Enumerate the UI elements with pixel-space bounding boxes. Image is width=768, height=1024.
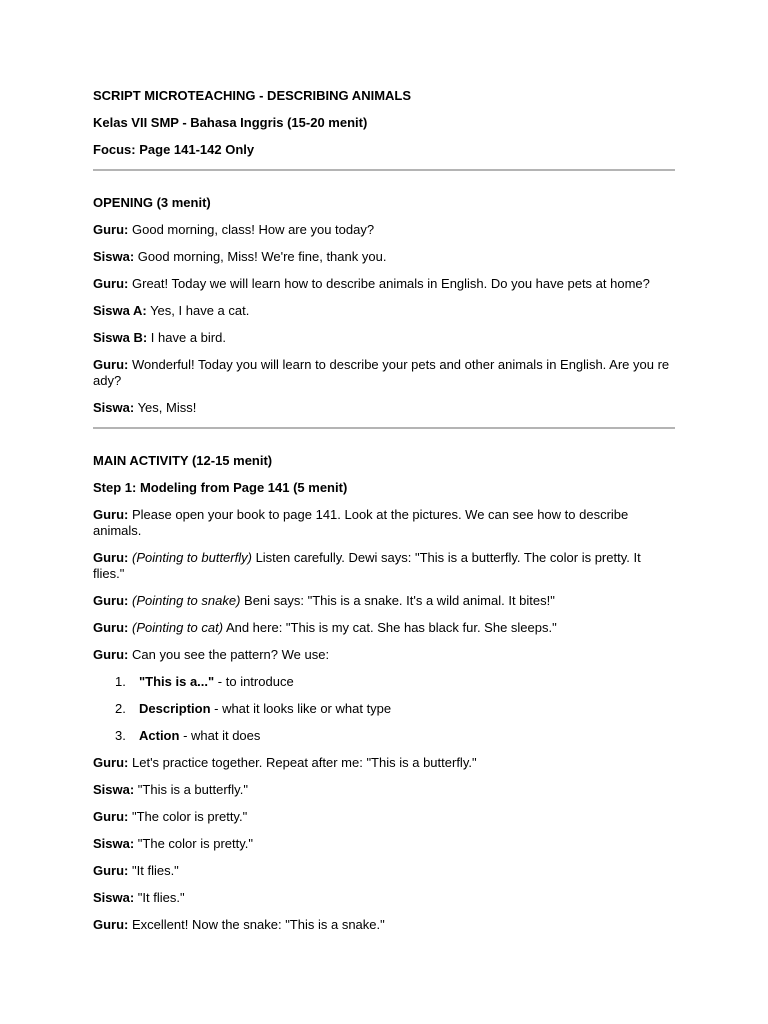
dialogue-line — [93, 400, 675, 416]
speaker-label: Guru: — [93, 507, 129, 522]
dialogue-line — [93, 890, 675, 906]
speaker-label: Guru: — [93, 620, 129, 635]
dialogue-line — [93, 917, 675, 933]
dialogue-text: "It flies." — [134, 890, 185, 905]
dialogue-text: I have a bird. — [147, 330, 226, 345]
dialogue-text: Excellent! Now the snake: "This is a snake." — [128, 917, 385, 932]
stage-direction: (Pointing to butterfly) — [128, 550, 252, 565]
speaker-label: Siswa: — [93, 782, 135, 797]
dialogue-text: Beni says: "This is a snake. It's a wild animal. It bites!" — [240, 593, 555, 608]
dialogue-text: Wonderful! Today you will learn to describe your pets and other animals in English. Are you re ady? — [93, 357, 670, 388]
speaker-label: Guru: — [93, 593, 129, 608]
speaker-label: Siswa B: — [93, 330, 148, 345]
list-term: "This is a..." — [139, 674, 215, 689]
dialogue-line — [93, 863, 675, 879]
dialogue-line — [93, 809, 675, 825]
speaker-label: Siswa: — [93, 836, 135, 851]
speaker-label: Siswa: — [93, 249, 135, 264]
speaker-label: Siswa: — [93, 890, 135, 905]
speaker-label: Guru: — [93, 550, 129, 565]
list-term: Action — [139, 728, 180, 743]
document-page — [93, 88, 675, 944]
speaker-label: Guru: — [93, 647, 129, 662]
dialogue-line — [93, 550, 675, 582]
dialogue-text: "The color is pretty." — [128, 809, 248, 824]
dialogue-line — [93, 782, 675, 798]
dialogue-text: Good morning, class! How are you today? — [128, 222, 375, 237]
dialogue-line — [93, 593, 675, 609]
dialogue-line — [93, 836, 675, 852]
speaker-label: Guru: — [93, 222, 129, 237]
dialogue-line — [93, 276, 675, 292]
class-line: Kelas VII SMP - Bahasa Inggris (15-20 menit) — [93, 115, 368, 130]
dialogue-text: "This is a butterfly." — [134, 782, 248, 797]
list-description: - what it looks like or what type — [210, 701, 392, 716]
opening-heading: OPENING (3 menit) — [93, 195, 211, 210]
step1-heading: Step 1: Modeling from Page 141 (5 menit) — [93, 480, 348, 495]
speaker-label: Siswa: — [93, 400, 135, 415]
speaker-label: Guru: — [93, 755, 129, 770]
pattern-list — [93, 674, 675, 744]
list-description: - what it does — [179, 728, 261, 743]
list-item — [93, 701, 675, 717]
dialogue-line — [93, 620, 675, 636]
speaker-label: Guru: — [93, 276, 129, 291]
dialogue-line — [93, 249, 675, 265]
dialogue-line — [93, 755, 675, 771]
dialogue-text: Listen carefully. Dewi says: "This is a butterfly. The color is pretty. It flies." — [93, 550, 641, 581]
dialogue-text: Yes, I have a cat. — [146, 303, 250, 318]
dialogue-text: Yes, Miss! — [134, 400, 197, 415]
dialogue-line — [93, 222, 675, 238]
dialogue-text: "It flies." — [128, 863, 179, 878]
dialogue-line — [93, 330, 675, 346]
dialogue-text: "The color is pretty." — [134, 836, 253, 851]
dialogue-text: Good morning, Miss! We're fine, thank you. — [134, 249, 387, 264]
main-activity-heading: MAIN ACTIVITY (12-15 menit) — [93, 453, 273, 468]
dialogue-line — [93, 303, 675, 319]
dialogue-text: Can you see the pattern? We use: — [128, 647, 330, 662]
speaker-label: Guru: — [93, 809, 129, 824]
list-item — [93, 728, 675, 744]
dialogue-line — [93, 507, 675, 539]
dialogue-text: Great! Today we will learn how to describe animals in English. Do you have pets at home? — [128, 276, 650, 291]
speaker-label: Guru: — [93, 917, 129, 932]
list-item — [93, 674, 675, 690]
section-divider — [93, 169, 675, 171]
list-number: 3. — [115, 728, 126, 743]
list-number: 2. — [115, 701, 126, 716]
list-description: - to introduce — [214, 674, 294, 689]
list-number: 1. — [115, 674, 126, 689]
dialogue-line — [93, 357, 675, 389]
focus-line: Focus: Page 141-142 Only — [93, 142, 255, 157]
speaker-label: Siswa A: — [93, 303, 147, 318]
speaker-label: Guru: — [93, 357, 129, 372]
dialogue-text: Please open your book to page 141. Look at the pictures. We can see how to describe animals. — [93, 507, 629, 538]
dialogue-text: And here: "This is my cat. She has black fur. She sleeps." — [223, 620, 557, 635]
dialogue-text: Let's practice together. Repeat after me: "This is a butterfly." — [128, 755, 477, 770]
stage-direction: (Pointing to cat) — [128, 620, 224, 635]
dialogue-line — [93, 647, 675, 663]
section-divider — [93, 427, 675, 429]
list-term: Description — [139, 701, 211, 716]
stage-direction: (Pointing to snake) — [128, 593, 241, 608]
document-title: SCRIPT MICROTEACHING - DESCRIBING ANIMALS — [93, 88, 412, 103]
speaker-label: Guru: — [93, 863, 129, 878]
